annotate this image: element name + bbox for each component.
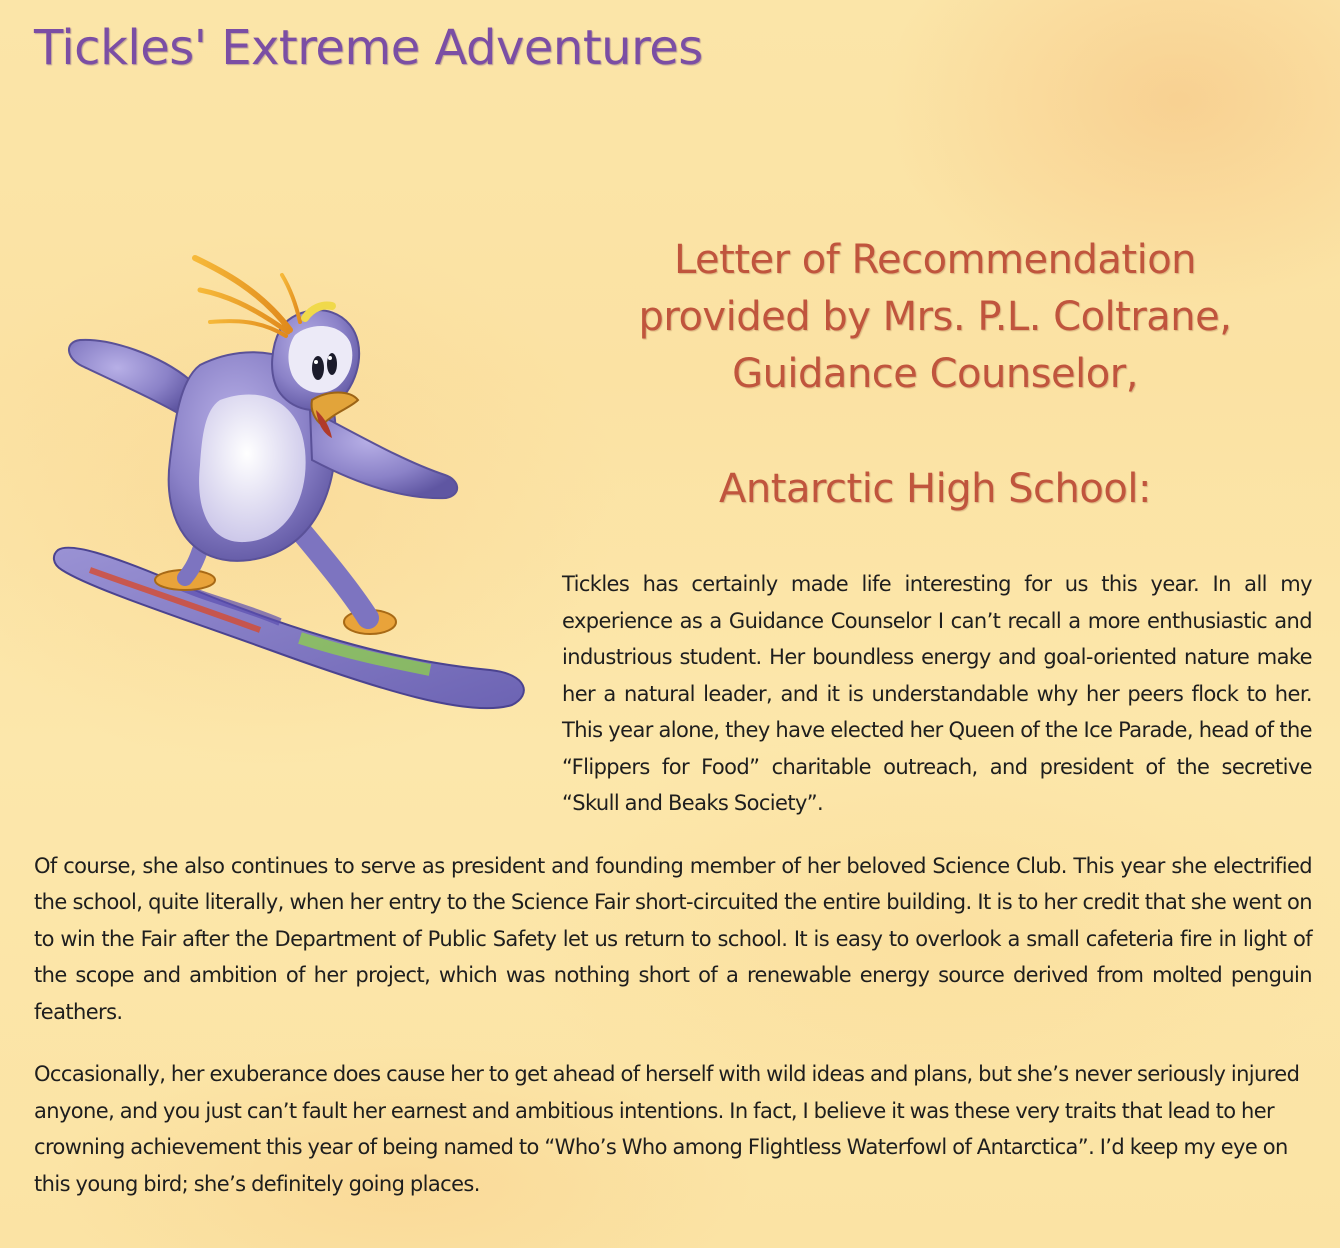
letter-heading	[560, 232, 1310, 518]
school-line: Antarctic High School:	[719, 466, 1151, 512]
letter-paragraph: Occasionally, her exuberance does cause her to get ahead of herself with wild ideas and plans, but she’s never seriously injured anyone, and you just can’t fault her earnest and ambitious intentions. In fact, I believe it was these very traits that lead to her crowning achievement this year of being named to “Who’s Who among Flightless Waterfowl of Antarctica”. I’d keep my eye on this young bird; she’s definitely going places.	[34, 1062, 1300, 1196]
heading-line: Letter of Recommendation	[673, 237, 1197, 283]
letter-paragraph: Tickles has certainly made life interesting for us this year. In all my experience as a Guidance Counselor I can’t recall a more enthusiastic and industrious student. Her boundless energy and goal-oriented nature make her a natural leader, and it is understandable why her peers flock to her. This year alone, they have elected her Queen of the Ice Parade, head of the “Flippers for Food” charitable outreach, and president of the secretive “Skull and Beaks Society”.	[562, 572, 1312, 815]
letter-paragraph: Of course, she also continues to serve as president and founding member of her beloved Science Club. This year she electrified the school, quite literally, when her entry to the Science Fair short-circuited the entire building. It is to her credit that she went on to win the Fair after the Department of Public Safety let us return to school. It is easy to overlook a small cafeteria fire in light of the scope and ambition of her project, which was nothing short of a renewable energy source derived from molted penguin feathers.	[34, 853, 1312, 1024]
letter-body	[34, 566, 1312, 1228]
heading-line: provided by Mrs. P.L. Coltrane,	[638, 294, 1232, 340]
site-title: Tickles' Extreme Adventures	[34, 20, 703, 76]
image-spacer	[34, 566, 562, 786]
heading-line: Guidance Counselor,	[732, 351, 1138, 397]
